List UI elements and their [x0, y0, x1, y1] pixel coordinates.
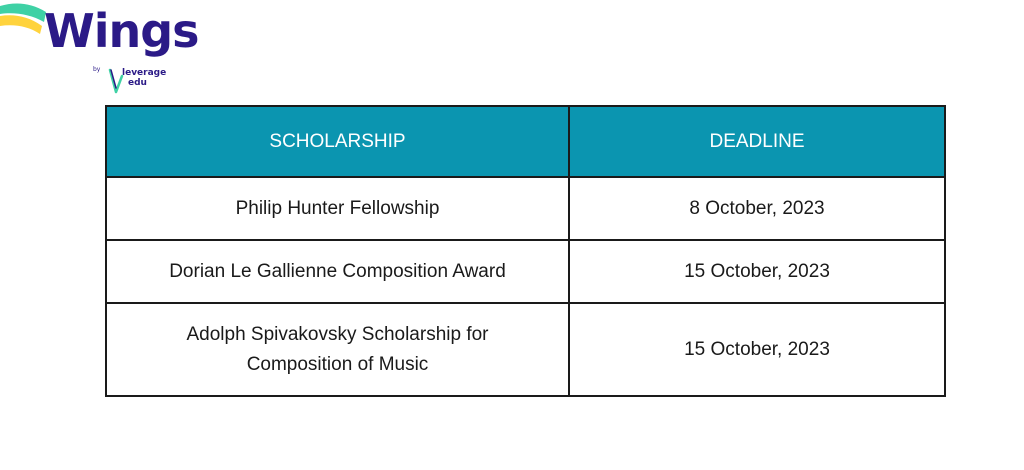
deadline-cell: 15 October, 2023	[569, 303, 945, 396]
table-row	[106, 303, 945, 396]
scholarship-table-container	[105, 105, 944, 397]
table-header-row	[106, 106, 945, 177]
logo-by-label: by	[93, 66, 101, 73]
wings-logo[interactable]	[0, 0, 199, 100]
column-header-scholarship: SCHOLARSHIP	[106, 106, 569, 177]
scholarship-cell: Philip Hunter Fellowship	[106, 177, 569, 240]
column-header-deadline: DEADLINE	[569, 106, 945, 177]
logo-parent-line1: leverage	[122, 68, 167, 78]
deadline-cell: 8 October, 2023	[569, 177, 945, 240]
deadline-cell: 15 October, 2023	[569, 240, 945, 303]
table-row	[106, 177, 945, 240]
table-row	[106, 240, 945, 303]
logo-parent-line2: edu	[128, 78, 147, 88]
logo-wordmark: Wings	[44, 4, 199, 58]
scholarship-cell: Adolph Spivakovsky Scholarship for Composition of Music	[106, 303, 569, 396]
scholarship-table	[105, 105, 946, 397]
scholarship-cell: Dorian Le Gallienne Composition Award	[106, 240, 569, 303]
logo-parent-brand	[122, 68, 166, 88]
